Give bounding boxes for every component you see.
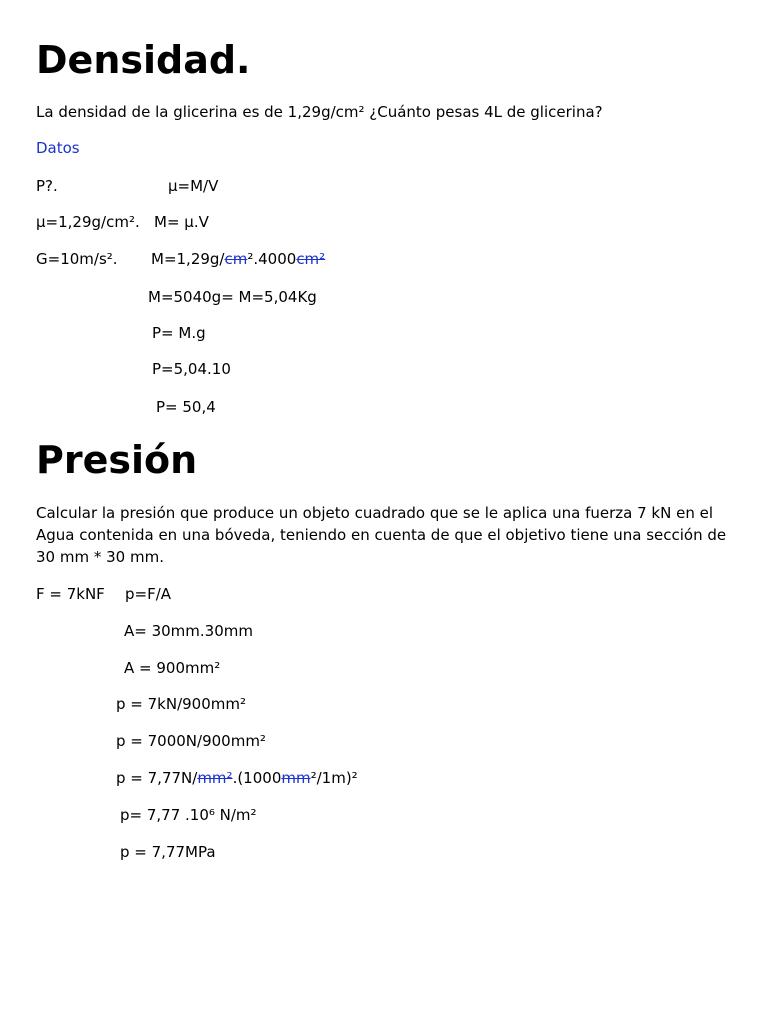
presion-row1-left: F = 7kNF bbox=[36, 585, 105, 603]
presion-p-line2: p = 7000N/900mm² bbox=[116, 732, 266, 750]
presion-area-formula: A= 30mm.30mm bbox=[124, 622, 253, 640]
densidad-row2-right: M= μ.V bbox=[154, 213, 209, 231]
row3-strike-1: cm bbox=[224, 250, 248, 268]
p3-strike-1: mm² bbox=[197, 769, 233, 787]
p3-text-a: p = 7,77N/ bbox=[116, 769, 198, 787]
densidad-step-sub: P=5,04.10 bbox=[152, 360, 231, 378]
presion-area-result: A = 900mm² bbox=[124, 659, 221, 677]
presion-p-line1: p = 7kN/900mm² bbox=[116, 695, 246, 713]
densidad-step-formula: P= M.g bbox=[152, 324, 206, 342]
densidad-step-mass: M=5040g= M=5,04Kg bbox=[148, 288, 317, 306]
densidad-question: La densidad de la glicerina es de 1,29g/cm² ¿Cuánto pesas 4L de glicerina? bbox=[36, 103, 603, 121]
row3-strike-2: cm² bbox=[296, 250, 326, 268]
presion-problem: Calcular la presión que produce un objeto cuadrado que se le aplica una fuerza 7 kN en el Agua contenida en una bóveda, teniendo en cuenta de que el objetivo tiene una sección de 30 mm * 30 mm. bbox=[36, 504, 727, 566]
presion-p-line3 bbox=[116, 767, 358, 789]
densidad-row1-left: P?. bbox=[36, 177, 58, 195]
densidad-row3-right bbox=[151, 248, 325, 270]
presion-row1-right: p=F/A bbox=[125, 585, 172, 603]
presion-title: Presión bbox=[36, 438, 198, 482]
densidad-step-result: P= 50,4 bbox=[156, 398, 216, 416]
densidad-row1-right: μ=M/V bbox=[168, 177, 219, 195]
p3-text-c: ²/1m)² bbox=[310, 769, 358, 787]
densidad-row2-left: μ=1,29g/cm². bbox=[36, 213, 140, 231]
datos-label: Datos bbox=[36, 139, 80, 157]
densidad-title: Densidad. bbox=[36, 38, 251, 82]
presion-p-line4: p= 7,77 .10⁶ N/m² bbox=[120, 806, 257, 824]
p3-strike-2: mm bbox=[281, 769, 311, 787]
densidad-row3-left: G=10m/s². bbox=[36, 250, 118, 268]
presion-p-line5: p = 7,77MPa bbox=[120, 843, 216, 861]
row3-text-b: ².4000 bbox=[247, 250, 297, 268]
row3-text-a: M=1,29g/ bbox=[151, 250, 225, 268]
p3-text-b: .(1000 bbox=[232, 769, 282, 787]
